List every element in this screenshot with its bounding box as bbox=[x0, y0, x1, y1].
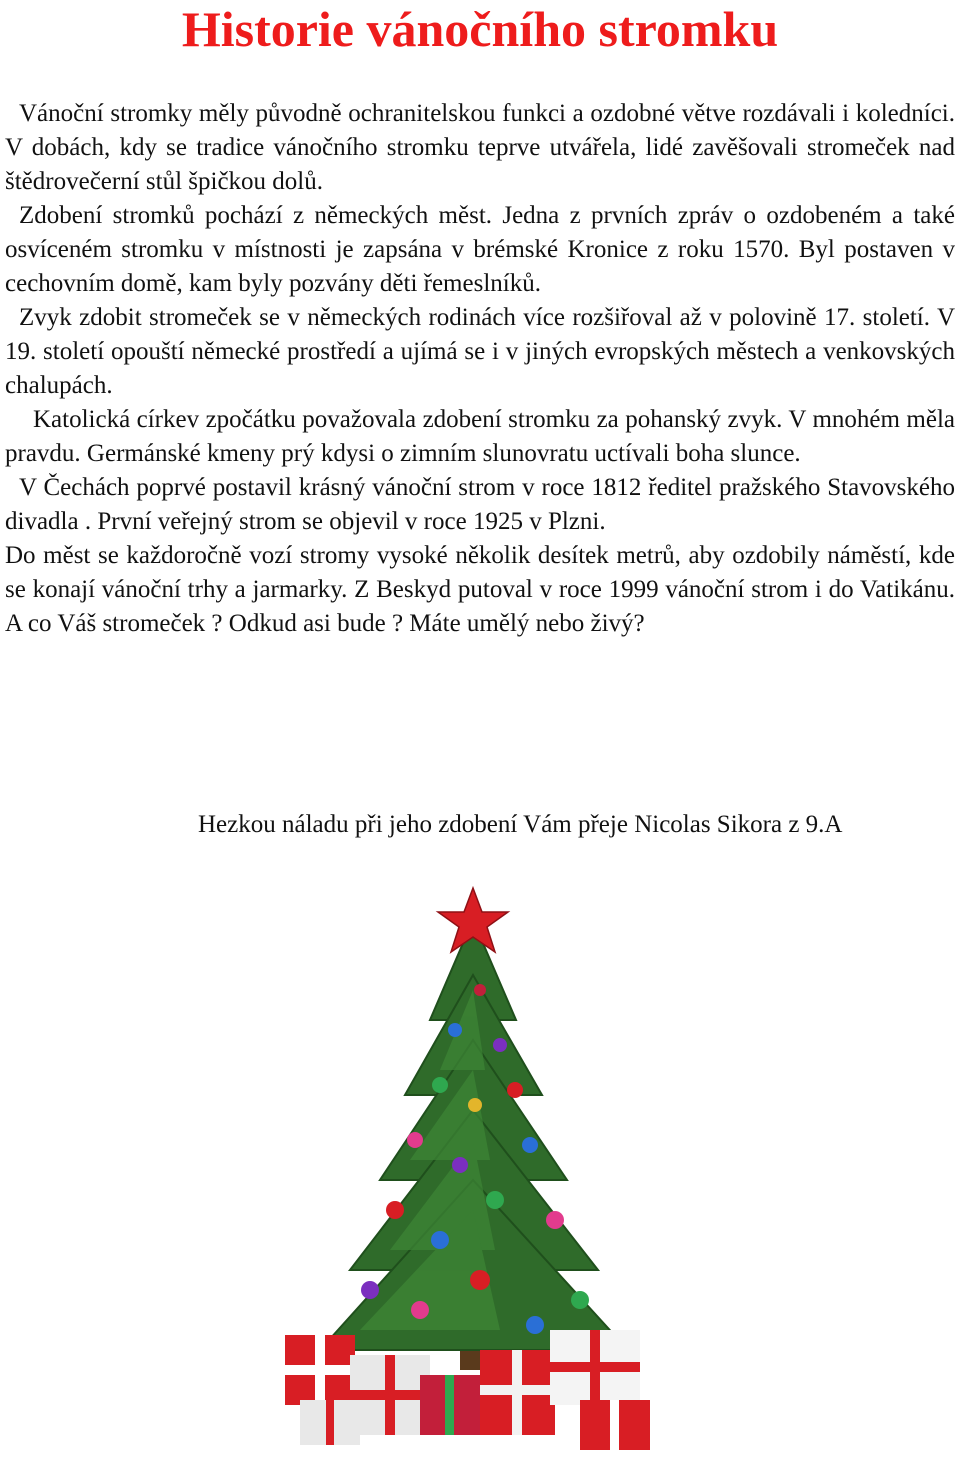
signature: Hezkou náladu při jeho zdobení Vám přeje Nicolas Sikora z 9.A bbox=[198, 811, 843, 838]
page-title: Historie vánočního stromku bbox=[181, 1, 779, 57]
paragraph: Zdobení stromků pochází z německých měst. Jedna z prvních zpráv o ozdobeném a také osvíceném stromku v místnosti je zapsána v brémské Kronice z roku 1570. Byl postaven v cechovním domě, kam byly pozvány děti řemeslníků. bbox=[5, 202, 955, 297]
paragraph: V Čechách poprvé postavil krásný vánoční strom v roce 1812 ředitel pražského Stavovského divadla . První veřejný strom se objevil v roce 1925 v Plzni. bbox=[5, 474, 955, 535]
paragraph: Do měst se každoročně vozí stromy vysoké několik desítek metrů, aby ozdobily náměstí, kde se konají vánoční trhy a jarmarky. Z Beskyd putoval v roce 1999 vánoční strom i do Vatikánu. A co Váš stromeček ? Odkud asi bude ? Máte umělý nebo živý? bbox=[5, 542, 955, 637]
paragraph: Vánoční stromky měly původně ochranitelskou funkci a ozdobné větve rozdávali i koledníci. V dobách, kdy se tradice vánočního stromku teprve utvářela, lidé zavěšovali stromeček nad štědrovečerní stůl špičkou dolů. bbox=[5, 100, 955, 195]
christmas-tree-image bbox=[280, 880, 670, 1460]
paragraph: Katolická církev zpočátku považovala zdobení stromku za pohanský zvyk. V mnohém měla pravdu. Germánské kmeny prý kdysi o zimním slunovratu uctívali boha slunce. bbox=[5, 406, 955, 467]
paragraph: Zvyk zdobit stromeček se v německých rodinách více rozšiřoval až v polovině 17. století. V 19. století opouští německé prostředí a ujímá se i v jiných evropských městech a venkovských chalupách. bbox=[5, 304, 955, 399]
article-body bbox=[5, 97, 955, 641]
